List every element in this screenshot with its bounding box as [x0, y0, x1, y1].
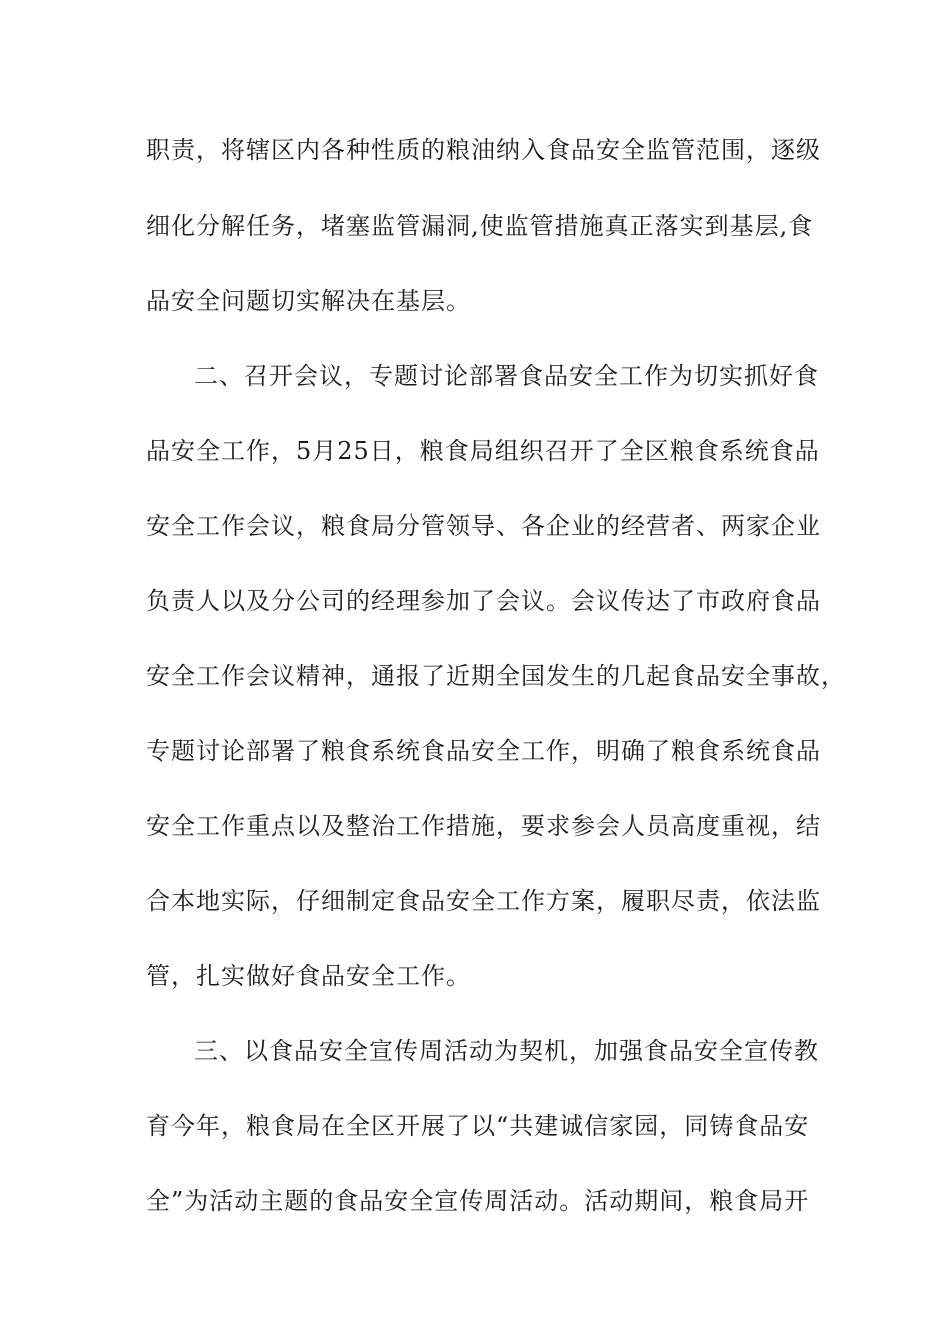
text-line-7: 负责人以及分公司的经理参加了会议。会议传达了市政府食品	[146, 587, 821, 615]
text-line-15: 全”为活动主题的食品安全宣传周活动。活动期间，粮食局开	[146, 1187, 810, 1215]
text-line-14: 育今年，粮食局在全区开展了以“共建诚信家园，同铸食品安	[146, 1112, 810, 1140]
text-line-9: 专题讨论部署了粮食系统食品安全工作，明确了粮食系统食品	[146, 737, 821, 765]
text-line-8: 安全工作会议精神，通报了近期全国发生的几起食品安全事故，	[146, 662, 846, 690]
text-line-10: 安全工作重点以及整治工作措施，要求参会人员高度重视，结	[146, 812, 821, 840]
text-line-5: 品安全工作，5月25日，粮食局组织召开了全区粮食系统食品	[146, 437, 820, 465]
text-line-13: 三、以食品安全宣传周活动为契机，加强食品安全宣传教	[194, 1037, 819, 1065]
text-line-2: 细化分解任务，堵塞监管漏洞,使监管措施真正落实到基层,食	[146, 212, 814, 240]
text-line-1: 职责，将辖区内各种性质的粮油纳入食品安全监管范围，逐级	[146, 136, 821, 164]
text-line-6: 安全工作会议，粮食局分管领导、各企业的经营者、两家企业	[146, 512, 821, 540]
text-line-3: 品安全问题切实解决在基层。	[146, 287, 471, 315]
text-line-12: 管，扎实做好食品安全工作。	[146, 962, 471, 990]
text-line-11: 合本地实际，仔细制定食品安全工作方案，履职尽责，依法监	[146, 887, 821, 915]
text-line-4: 二、召开会议，专题讨论部署食品安全工作为切实抓好食	[194, 362, 819, 390]
